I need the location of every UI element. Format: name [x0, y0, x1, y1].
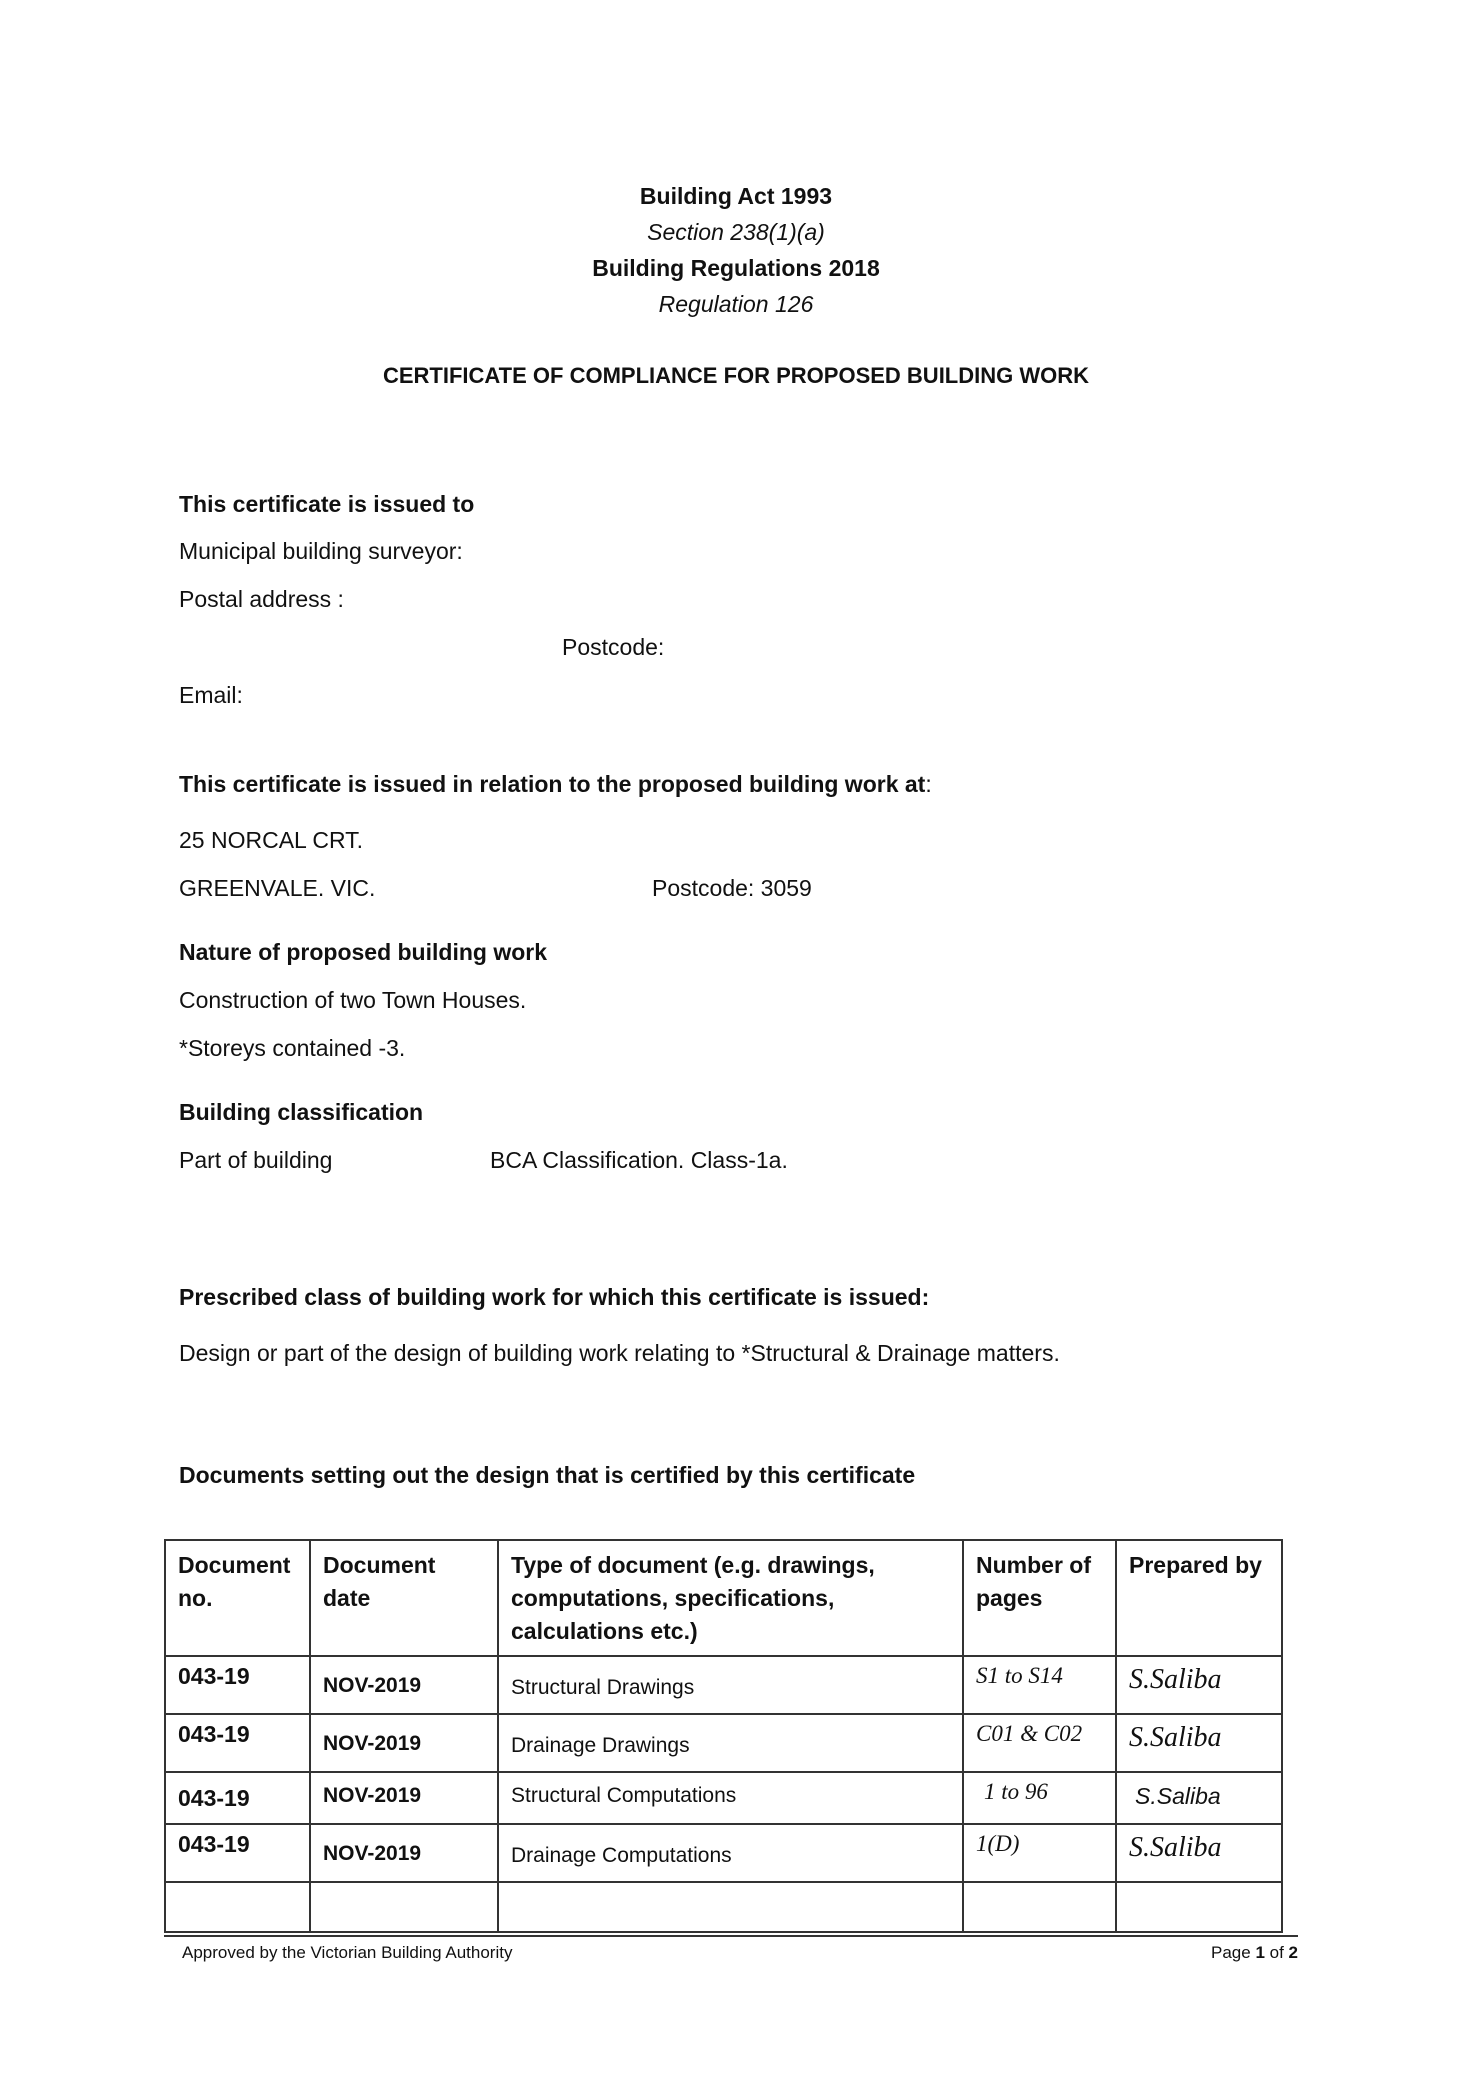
- page-of: of: [1264, 1943, 1289, 1962]
- cell-prepared-by: S.Saliba: [1116, 1824, 1282, 1882]
- documents-heading: Documents setting out the design that is certified by this certificate: [179, 1462, 916, 1488]
- postcode-label: Postcode:: [562, 634, 665, 660]
- cell-document-type: Structural Computations: [498, 1772, 963, 1824]
- cell-pages: S1 to S14: [963, 1656, 1116, 1714]
- certificate-title: CERTIFICATE OF COMPLIANCE FOR PROPOSED BUILDING WORK: [382, 363, 1090, 388]
- prescribed-text: Design or part of the design of building work relating to *Structural & Drainage matters.: [179, 1340, 1060, 1366]
- location-heading-suffix: :: [925, 771, 932, 797]
- location-heading-text: This certificate is issued in relation to the proposed building work at: [179, 771, 926, 797]
- cell-empty: [310, 1882, 498, 1932]
- documents-table: [164, 1539, 1283, 1933]
- cell-prepared-by: S.Saliba: [1116, 1772, 1282, 1824]
- cell-document-no: 043-19: [165, 1656, 310, 1714]
- regulation-ref: Regulation 126: [658, 291, 814, 317]
- footer-approval-text: Approved by the Victorian Building Authority: [182, 1943, 513, 1962]
- cell-document-no: 043-19: [165, 1714, 310, 1772]
- table-row: [165, 1714, 1282, 1772]
- cell-empty: [963, 1882, 1116, 1932]
- table-row: [165, 1656, 1282, 1714]
- cell-document-date: NOV-2019: [310, 1714, 498, 1772]
- col-header-prepared-by: Prepared by: [1116, 1540, 1282, 1656]
- cell-empty: [165, 1882, 310, 1932]
- col-header-document-date: Document date: [310, 1540, 498, 1656]
- cell-document-date: NOV-2019: [310, 1656, 498, 1714]
- prescribed-heading: Prescribed class of building work for which this certificate is issued:: [179, 1284, 930, 1310]
- location-heading: [179, 770, 932, 798]
- issued-to-heading: This certificate is issued to: [179, 491, 475, 517]
- cell-pages: 1(D): [963, 1824, 1116, 1882]
- cell-document-type: Drainage Drawings: [498, 1714, 963, 1772]
- page-prefix: Page: [1211, 1943, 1256, 1962]
- classification-heading: Building classification: [179, 1099, 424, 1125]
- act-title: Building Act 1993: [639, 183, 833, 209]
- surveyor-label: Municipal building surveyor:: [179, 538, 463, 564]
- cell-document-no: 043-19: [165, 1824, 310, 1882]
- regulations-title: Building Regulations 2018: [592, 255, 880, 281]
- part-of-building-label: Part of building: [179, 1147, 333, 1173]
- col-header-pages: Number of pages: [963, 1540, 1116, 1656]
- table-row: [165, 1772, 1282, 1824]
- suburb: GREENVALE. VIC.: [179, 875, 376, 901]
- nature-line-1: Construction of two Town Houses.: [179, 987, 527, 1013]
- table-row: [165, 1824, 1282, 1882]
- cell-pages: C01 & C02: [963, 1714, 1116, 1772]
- cell-document-type: Drainage Computations: [498, 1824, 963, 1882]
- email-label: Email:: [179, 682, 243, 708]
- col-header-document-no: Document no.: [165, 1540, 310, 1656]
- cell-prepared-by: S.Saliba: [1116, 1714, 1282, 1772]
- nature-line-2: *Storeys contained -3.: [179, 1035, 406, 1061]
- cell-prepared-by: S.Saliba: [1116, 1656, 1282, 1714]
- page-total: 2: [1288, 1943, 1298, 1962]
- cell-pages: 1 to 96: [963, 1772, 1116, 1824]
- cell-document-type: Structural Drawings: [498, 1656, 963, 1714]
- cell-document-no: 043-19: [165, 1772, 310, 1824]
- cell-document-date: NOV-2019: [310, 1824, 498, 1882]
- postal-address-label: Postal address :: [179, 586, 344, 612]
- street-address: 25 NORCAL CRT.: [179, 827, 364, 853]
- site-postcode: Postcode: 3059: [652, 875, 812, 901]
- cell-empty: [1116, 1882, 1282, 1932]
- col-header-type: Type of document (e.g. drawings, computations, specifications, calculations etc.): [498, 1540, 963, 1656]
- cell-document-date: NOV-2019: [310, 1772, 498, 1824]
- table-header-row: [165, 1540, 1282, 1656]
- bca-classification: BCA Classification. Class-1a.: [490, 1147, 788, 1173]
- table-row-empty: [165, 1882, 1282, 1932]
- cell-empty: [498, 1882, 963, 1932]
- nature-heading: Nature of proposed building work: [179, 939, 547, 965]
- section-ref: Section 238(1)(a): [647, 219, 825, 245]
- page-number: [1211, 1942, 1298, 1964]
- footer-divider: [164, 1935, 1298, 1937]
- page-current: 1: [1255, 1943, 1265, 1962]
